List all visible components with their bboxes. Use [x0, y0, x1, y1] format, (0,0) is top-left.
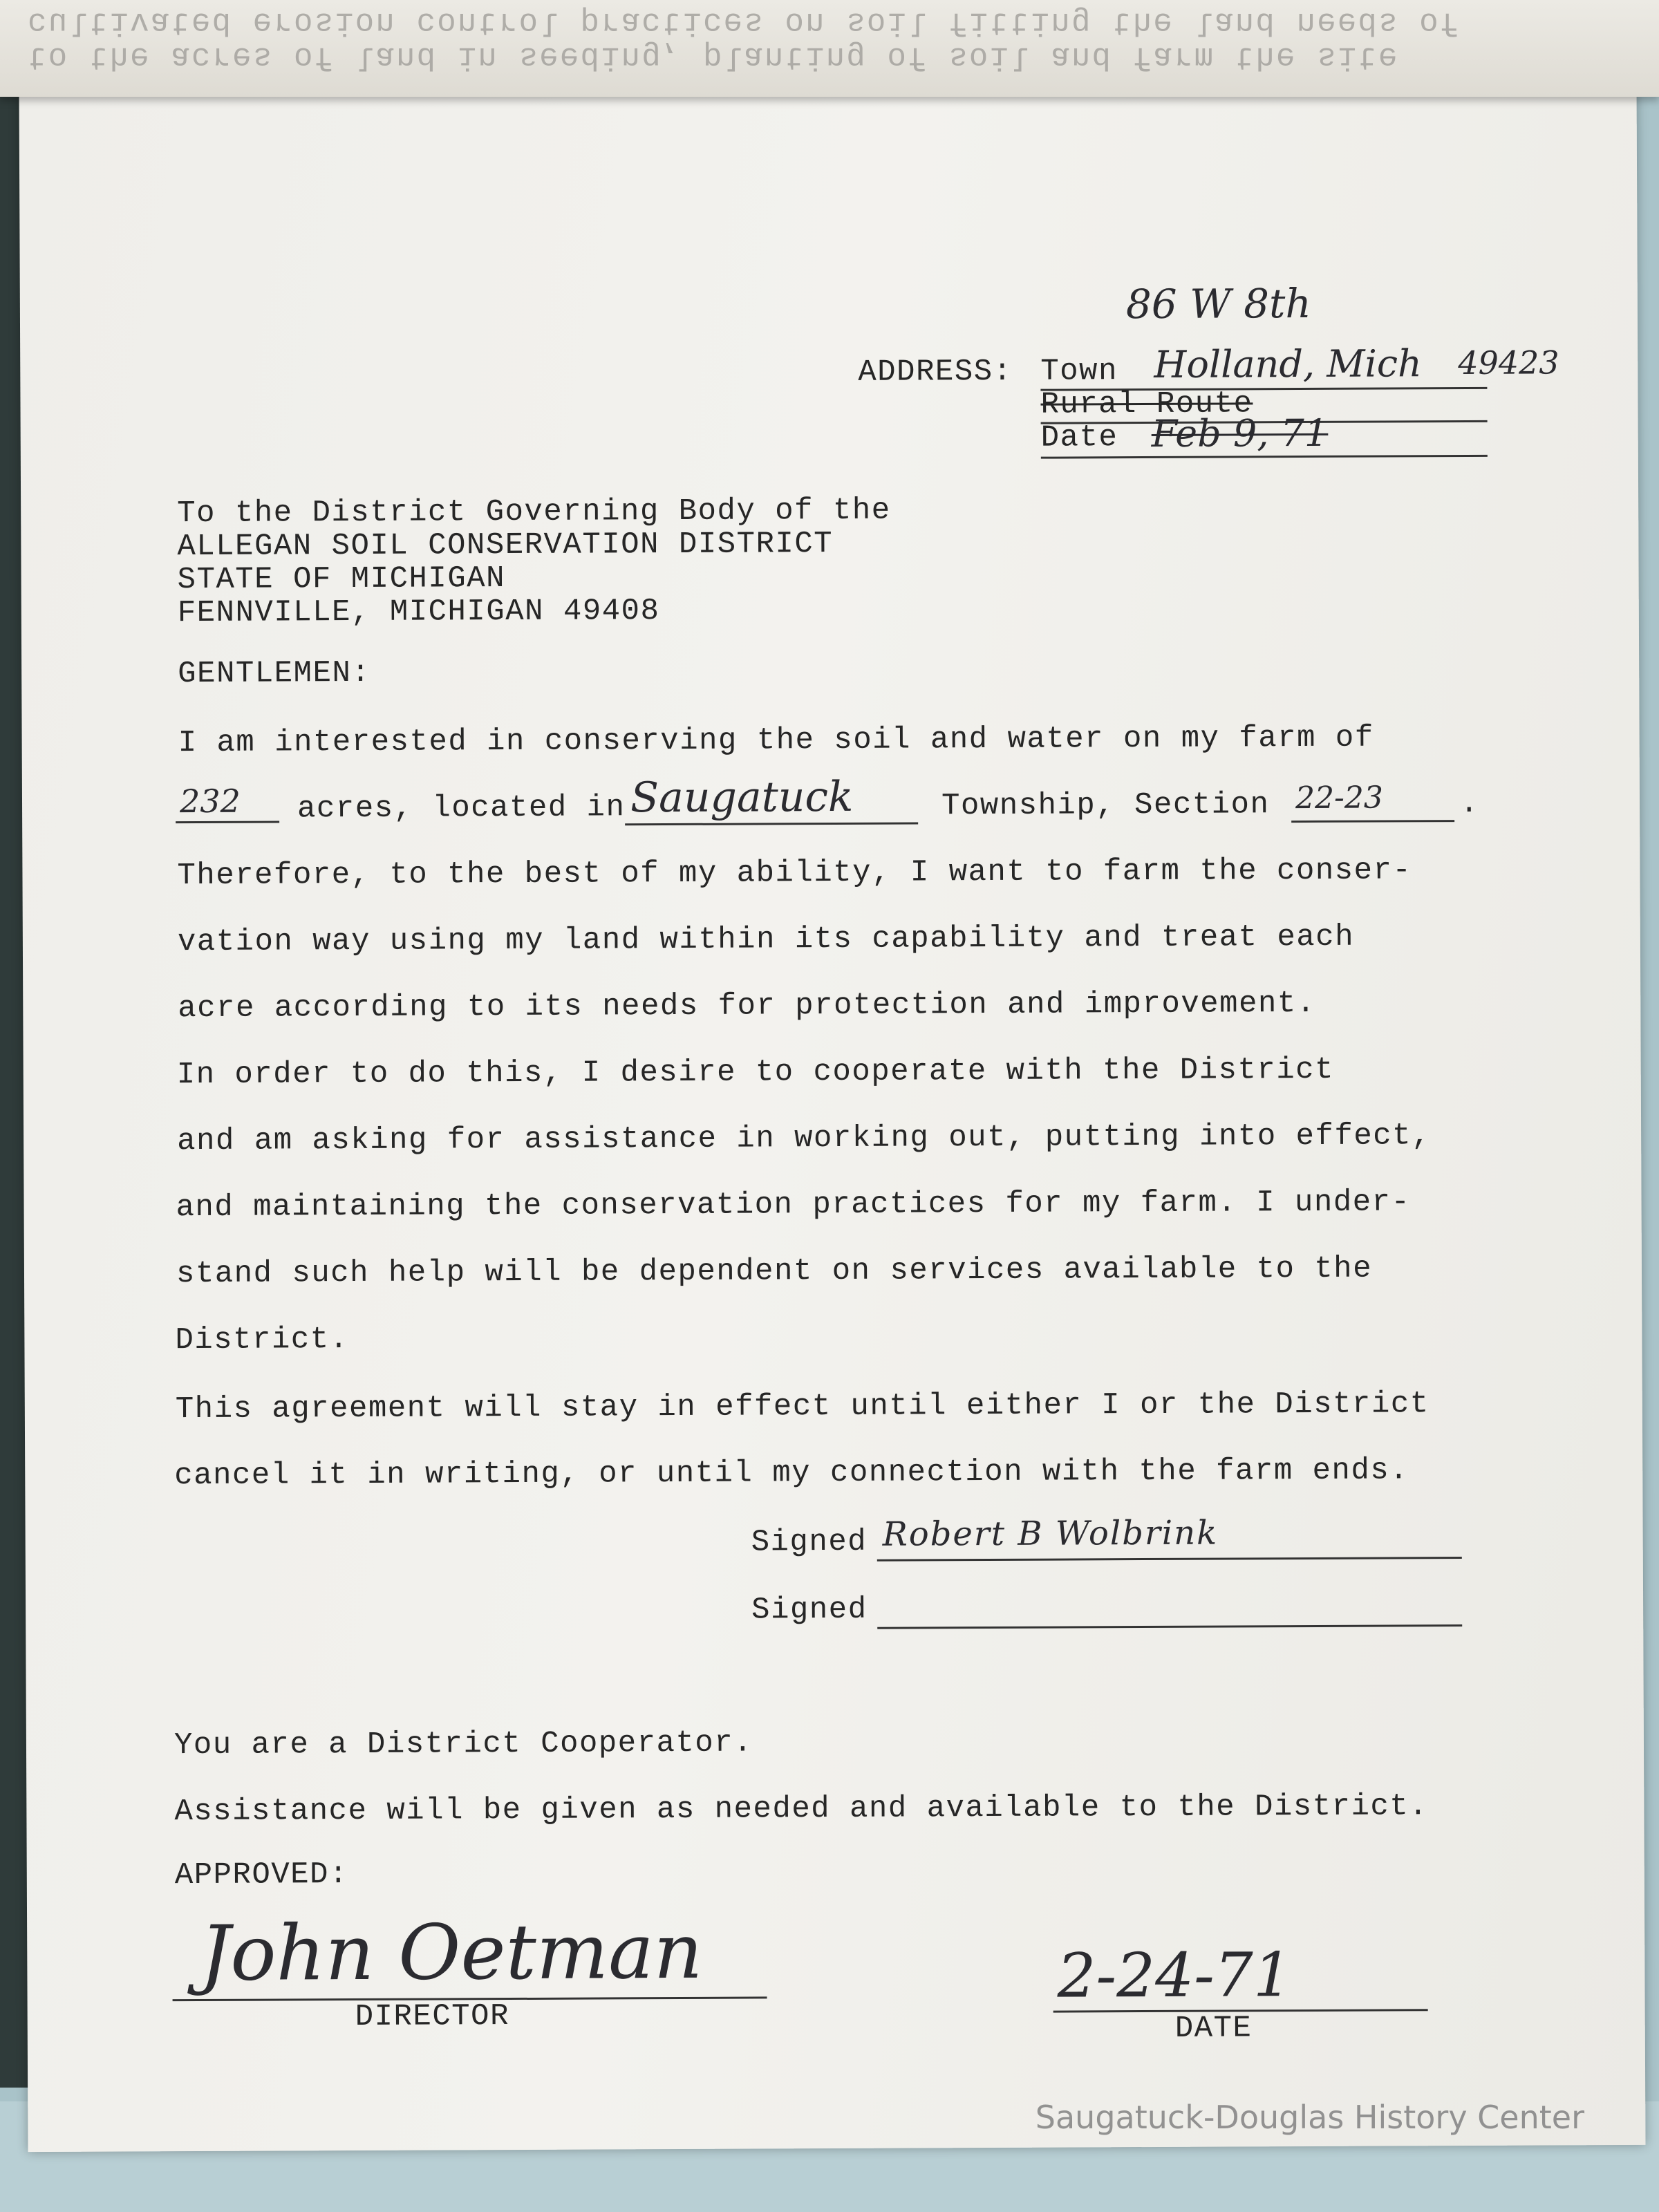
body-line-5: acre according to its needs for protection and improvement.: [178, 986, 1316, 1027]
bleed-through-text-2: to the acres of land in seeding, planting of soil and farm the site: [28, 39, 1399, 75]
recipient-line-1: To the District Governing Body of the: [177, 493, 891, 532]
approval-date-label: DATE: [1174, 2011, 1253, 2046]
town-value: Holland, Mich: [1154, 341, 1423, 386]
approval-date-value: 2-24-71: [1057, 1939, 1293, 2012]
body-line-4: vation way using my land within its capability and treat each: [177, 919, 1355, 960]
acres-line: [176, 821, 279, 823]
acres-value: 232: [179, 782, 241, 821]
section-value: 22-23: [1295, 780, 1383, 816]
body-line-1: I am interested in conserving the soil and water on my farm of: [178, 720, 1374, 761]
body-line-3: Therefore, to the best of my ability, I want to farm the conser-: [177, 853, 1412, 894]
watermark: Saugatuck-Douglas History Center: [1035, 2099, 1584, 2136]
salutation: GENTLEMEN:: [178, 655, 371, 692]
zip-value: 49423: [1458, 344, 1559, 382]
body-line-6: In order to do this, I desire to cooperate with the District: [176, 1052, 1335, 1093]
township-text: Township, Section: [941, 787, 1270, 824]
body-line-11: This agreement will stay in effect until either I or the District: [175, 1387, 1430, 1427]
section-line: [1291, 820, 1454, 823]
recipient-line-4: FENNVILLE, MICHIGAN 49408: [177, 594, 660, 631]
cooperator-line: You are a District Cooperator.: [174, 1725, 753, 1763]
rural-route-label: Rural Route: [1040, 386, 1253, 422]
assistance-line: Assistance will be given as needed and available to the District.: [174, 1789, 1429, 1830]
signed-label-2: Signed: [751, 1592, 868, 1628]
signer-1-signature: Robert B Wolbrink: [882, 1513, 1219, 1554]
section-period: .: [1459, 786, 1480, 822]
recipient-line-3: STATE OF MICHIGAN: [177, 561, 506, 598]
body-line-10: District.: [175, 1322, 349, 1358]
body-line-7: and am asking for assistance in working out, putting into effect,: [177, 1118, 1432, 1159]
town-label: Town: [1040, 354, 1118, 389]
overlapping-page-strip: [0, 0, 1659, 97]
bleed-through-text-1: cultivated erosion control practices on soil fitting the land needs of: [28, 4, 1461, 40]
address-annotation: 86 W 8th: [1125, 279, 1311, 328]
body-line-8: and maintaining the conservation practices for my farm. I under-: [176, 1185, 1411, 1226]
document-page: [19, 78, 1645, 2152]
signature-line-1: [877, 1557, 1462, 1562]
signed-label-1: Signed: [751, 1524, 868, 1560]
township-line: [625, 822, 918, 825]
township-value: Saugatuck: [630, 772, 854, 823]
body-line-9: stand such help will be dependent on services available to the: [176, 1251, 1373, 1292]
approved-label: APPROVED:: [174, 1857, 349, 1893]
recipient-line-2: ALLEGAN SOIL CONSERVATION DISTRICT: [177, 526, 834, 565]
address-label: ADDRESS:: [858, 354, 1013, 390]
date-label: Date: [1040, 420, 1118, 456]
body-line-12: cancel it in writing, or until my connection with the farm ends.: [174, 1453, 1409, 1494]
signature-line-2: [877, 1624, 1462, 1629]
date-line: [1041, 455, 1488, 459]
date-value: Feb 9, 71: [1151, 411, 1329, 456]
director-label: DIRECTOR: [355, 1999, 510, 2035]
acres-text: acres, located in: [297, 790, 626, 827]
director-signature: John Oetman: [200, 1906, 703, 1998]
